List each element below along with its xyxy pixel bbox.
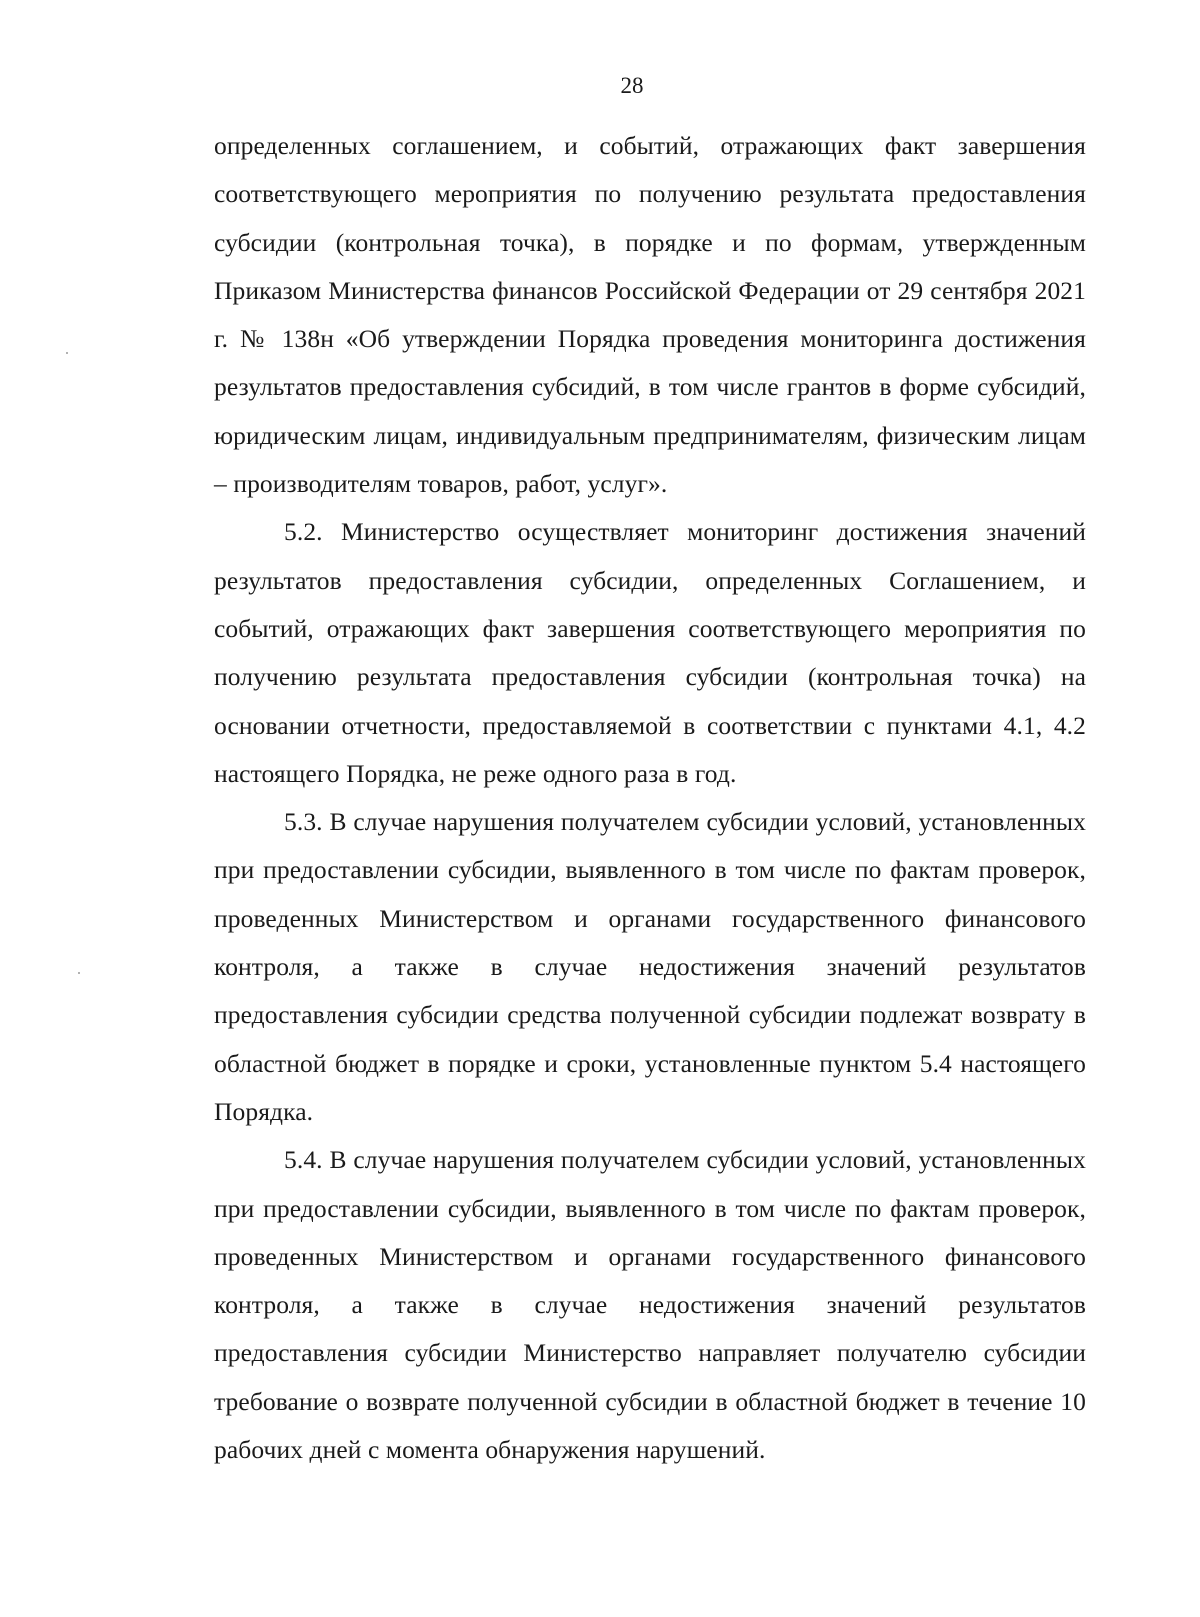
paragraph-5-3: 5.3. В случае нарушения получателем субсидии условий, установленных при предоставлении субсидии, выявленного в том числе по фактам проверок, проведенных Министерством и органами государственного финансового контроля, а также в случае недостижения значений результатов предоставления субсидии средства полученной субсидии подлежат возврату в областной бюджет в порядке и сроки, установленные пунктом 5.4 настоящего Порядка.: [214, 807, 1086, 1126]
paragraph-5-4: 5.4. В случае нарушения получателем субсидии условий, установленных при предоставлении субсидии, выявленного в том числе по фактам проверок, проведенных Министерством и органами государственного финансового контроля, а также в случае недостижения значений результатов предоставления субсидии Министерство направляет получателю субсидии требование о возврате полученной субсидии в областной бюджет в течение 10 рабочих дней с момента обнаружения нарушений.: [214, 1145, 1086, 1465]
paragraph-5-2: 5.2. Министерство осуществляет мониторинг достижения значений результатов предоставления субсидии, определенных Соглашением, и событий, отражающих факт завершения соответствующего мероприятия по получению результата предоставления субсидии (контрольная точка) на основании отчетности, предоставляемой в соответствии с пунктами 4.1, 4.2 настоящего Порядка, не реже одного раза в год.: [214, 517, 1086, 788]
scan-speck: [78, 972, 80, 974]
page-number: 28: [620, 73, 644, 98]
document-body: [214, 122, 1086, 1474]
paragraph-continuation: определенных соглашением, и событий, отражающих факт завершения соответствующего мероприятия по получению результата предоставления субсидии (контрольная точка), в порядке и по формам, утвержденным Приказом Министерства финансов Российской Федерации от 29 сентября 2021 г. № 138н «Об утверждении Порядка проведения мониторинга достижения результатов предоставления субсидий, в том числе грантов в форме субсидий, юридическим лицам, индивидуальным предпринимателям, физическим лицам – производителям товаров, работ, услуг».: [214, 131, 1086, 499]
scan-speck: [66, 352, 68, 354]
